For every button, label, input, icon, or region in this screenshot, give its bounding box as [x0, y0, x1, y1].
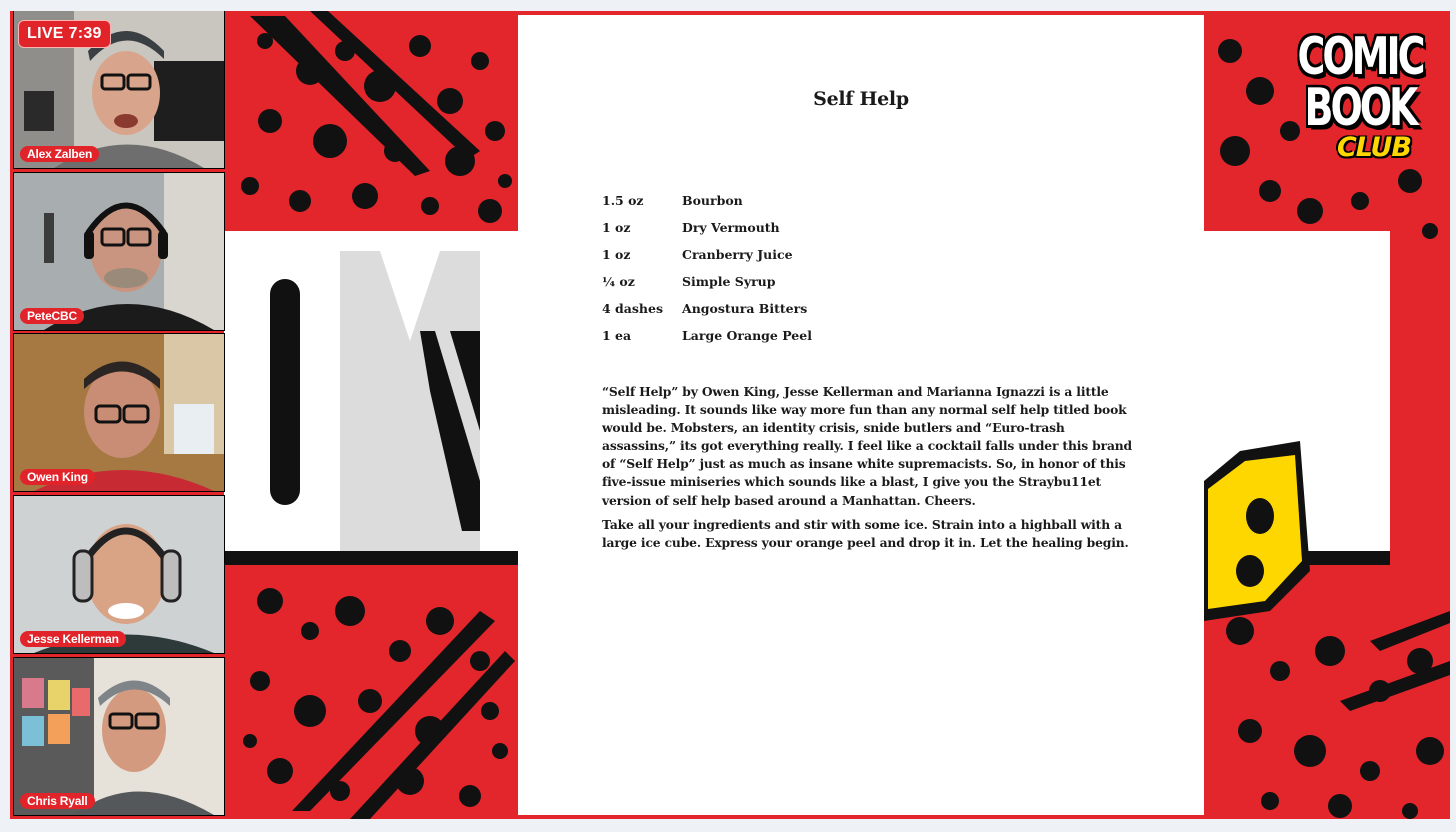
ingredient-amount: 1 oz — [602, 220, 631, 235]
recipe-document — [518, 15, 1204, 815]
ingredient-list — [602, 193, 812, 355]
participant-name: Chris Ryall — [20, 793, 95, 809]
ingredient-row — [602, 274, 812, 301]
ingredient-amount: 1 ea — [602, 328, 632, 343]
description-paragraph: “Self Help” by Owen King, Jesse Kellerman and Marianna Ignazzi is a little misleading. It sounds like way more fun than any normal self help titled book would be. Mobsters, an identity crisis, snide butlers and “Euro-trash assassins,” its got everything really. I feel like a cocktail falls under this brand of “Self Help” just as much as insane white supremacists. So, in honor of this five-issue miniseries which sounds like a blast, I give you the Straybu11et version of self help based around a Manhattan. Cheers. — [602, 384, 1133, 508]
logo-line-comic: COMIC — [1297, 26, 1423, 87]
ingredient-row — [602, 220, 812, 247]
participant-name: Alex Zalben — [20, 146, 99, 162]
participant-tile-chris-ryall[interactable] — [14, 658, 224, 815]
ingredient-amount: 4 dashes — [602, 301, 664, 316]
participant-video — [14, 658, 224, 815]
background-letters-right — [1204, 231, 1390, 621]
logo-line-book: BOOK — [1304, 77, 1416, 138]
participant-name: PeteCBC — [20, 308, 84, 324]
ingredient-name: Simple Syrup — [682, 274, 776, 289]
ingredient-row — [602, 301, 812, 328]
participant-name: Jesse Kellerman — [20, 631, 126, 647]
ingredient-row — [602, 193, 812, 220]
comic-book-club-logo — [1295, 26, 1425, 163]
ingredient-amount: 1.5 oz — [602, 193, 644, 208]
participant-tile-petecbc[interactable] — [14, 173, 224, 330]
ingredient-name: Bourbon — [682, 193, 743, 208]
stream-stage — [10, 11, 1450, 819]
participant-video — [14, 173, 224, 330]
ingredient-name: Dry Vermouth — [682, 220, 780, 235]
participant-tile-jesse-kellerman[interactable] — [14, 496, 224, 653]
participant-name: Owen King — [20, 469, 95, 485]
ingredient-amount: 1 oz — [602, 247, 631, 262]
instructions-paragraph: Take all your ingredients and stir with some ice. Strain into a highball with a large ice cube. Express your orange peel and drop it in. Let the healing begin. — [602, 516, 1129, 550]
recipe-description — [602, 383, 1136, 558]
ingredient-name: Angostura Bitters — [682, 301, 808, 316]
document-title: Self Help — [813, 88, 909, 110]
ingredient-row — [602, 247, 812, 274]
ingredient-name: Cranberry Juice — [682, 247, 793, 262]
logo-line-club: CLUB — [1336, 132, 1412, 163]
ingredient-amount: ¼ oz — [602, 274, 635, 289]
ingredient-row — [602, 328, 812, 355]
participant-video — [14, 496, 224, 653]
ingredient-name: Large Orange Peel — [682, 328, 812, 343]
participant-video — [14, 334, 224, 491]
participant-tile-owen-king[interactable] — [14, 334, 224, 491]
live-badge: LIVE 7:39 — [18, 20, 111, 48]
